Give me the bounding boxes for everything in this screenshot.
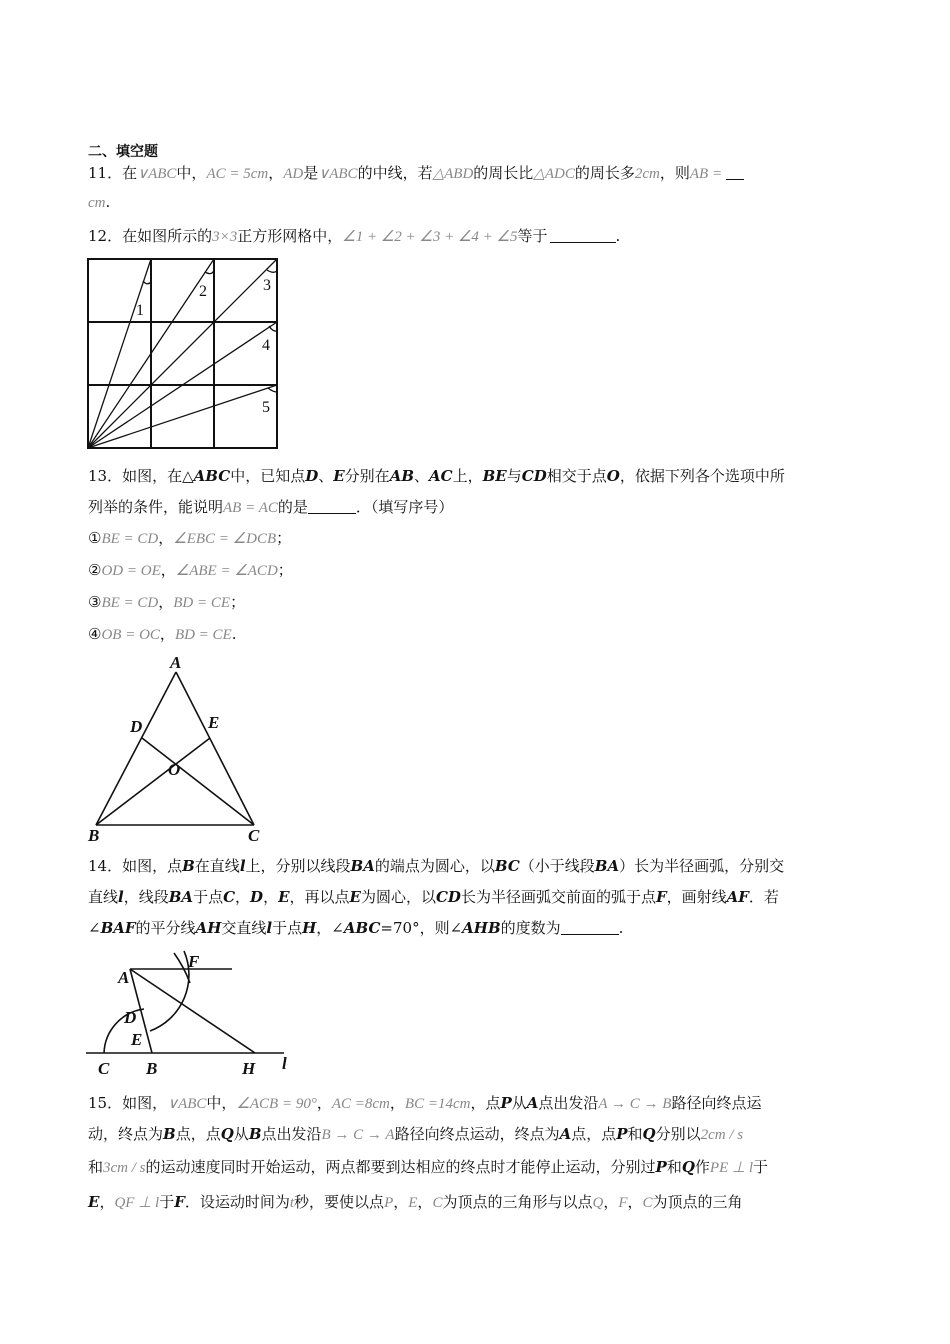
option-text: ， [160,561,176,579]
q15-math: Q [592,1195,604,1211]
point-label-c: C [98,1059,110,1078]
q15-text: 路径向终点运动，终点为 [394,1125,560,1143]
q15-text: 和 [88,1158,104,1176]
q15-var: P [616,1125,628,1143]
option-math: ∠ABE = ∠ACD [175,563,278,579]
q15-text: 从 [233,1125,249,1143]
q13-line-1 [88,466,785,486]
vertex-label-b: B [88,826,100,845]
arc-large [150,951,189,1031]
q14-var: AHB [462,919,501,937]
vertex-label-a: A [170,653,182,672]
q11-math: △ABD [432,166,474,182]
q11-text: 的中线，若 [357,164,433,182]
q15-text: 点，点 [571,1125,617,1143]
q13-text: 、 [318,467,334,485]
q11-answer-blank[interactable] [726,163,744,180]
q13-math: AB = AC [223,500,278,516]
q13-option-2 [88,560,293,581]
q15-math: F [618,1195,628,1211]
option-math: OD = OE [101,563,161,579]
q14-line-3 [88,918,623,938]
q11-math: 2cm [634,166,660,182]
segment-be [96,738,210,825]
angle-label-4: 4 [262,337,270,354]
option-text: . [231,625,237,643]
q14-var: E [278,888,290,906]
q13-text: 分别在 [344,467,390,485]
q15-text: 秒，要使以点 [294,1193,385,1211]
q15-var: P [500,1094,512,1112]
angle-label-5: 5 [262,399,270,416]
q13-number: 13． [88,467,123,485]
option-text: ， [158,529,174,547]
q11-math: ∨ABC [137,166,177,182]
q14-text: . [618,919,624,937]
point-label-d: D [130,717,143,736]
q14-text: 的端点为圆心，以 [374,857,495,875]
q15-text: ．设运动时间为 [184,1193,290,1211]
q15-text: ， [389,1094,405,1112]
q14-text: 上，分别以线段 [245,857,351,875]
q15-text: ， [99,1193,115,1211]
q14-var: F [655,888,667,906]
q14-text: ∠ [88,919,101,937]
q13-answer-blank[interactable] [308,497,356,514]
q15-var: Q [220,1125,234,1143]
q13-text: 如图，在△ [122,467,194,485]
q15-text: ， [417,1193,433,1211]
option-text: ； [277,561,293,579]
q14-line-2 [88,887,779,907]
q15-var: A [526,1094,539,1112]
q15-math: 3cm / s [103,1160,146,1176]
ray-1 [88,259,151,448]
q14-answer-blank[interactable] [561,918,619,935]
option-math: BD = CE [174,627,232,643]
q11-math: AD [283,166,304,182]
option-math: BD = CE [173,595,231,611]
q15-var: P [655,1158,667,1176]
option-math: BE = CD [101,595,159,611]
q14-text: 长为半径画弧交前面的弧于点 [460,888,656,906]
q14-var: BAF [100,919,136,937]
q14-text: 如图，点 [122,857,183,875]
ray-5 [88,385,277,448]
q14-text: ， [235,888,251,906]
q14-text: 直线 [88,888,119,906]
q12-number: 12． [88,227,123,245]
ray-3 [88,259,277,448]
q14-text: ，画射线 [666,888,727,906]
q12-text: 等于 [517,227,548,245]
q14-text: 的平分线 [135,919,196,937]
point-label-d: D [124,1008,137,1027]
segment-cd [142,738,254,825]
q14-var: l [266,919,273,937]
point-label-o: O [168,760,181,779]
q15-text: 点，点 [175,1125,221,1143]
q13-text: 、 [414,467,430,485]
q12-answer-blank[interactable] [550,226,616,243]
section-title: 二、填空题 [88,144,158,160]
q15-math: B → C → A [321,1127,395,1143]
q13-line-2 [88,497,453,518]
q15-text: 和 [666,1158,682,1176]
q15-text: 如图， [122,1094,168,1112]
q15-text: 从 [511,1094,527,1112]
q15-math: P [384,1195,394,1211]
q15-math: PE ⊥ l [709,1160,753,1176]
q11-line-2 [88,192,110,213]
q12-line-1 [88,226,620,247]
q14-var: B [182,857,195,875]
q14-var: AF [726,888,749,906]
q15-text: 路径向终点运 [671,1094,762,1112]
q15-math: C [642,1195,653,1211]
option-text: ； [276,529,292,547]
q14-var: CD [435,888,461,906]
angle-arc-4 [269,326,277,331]
q14-text: 交直线 [221,919,267,937]
q11-number: 11． [88,164,123,182]
q14-var: E [349,888,361,906]
option-mark: ④ [88,625,102,643]
angle-label-2: 2 [199,283,207,300]
q11-math: AC = 5cm [206,166,269,182]
q15-line-3 [88,1157,768,1178]
q15-text: 点出发沿 [538,1094,599,1112]
q14-text: 的度数为 [500,919,561,937]
q11-unit: cm [88,195,106,211]
point-label-e: E [208,713,220,732]
q15-text: 于 [159,1193,175,1211]
side-ac [176,672,254,825]
q13-var: D [305,467,319,485]
q13-var: CD [521,467,547,485]
q12-text: 正方形网格中， [237,227,343,245]
angle-arc-5 [268,388,277,392]
q14-var: BA [350,857,375,875]
q13-text: ，依据下列各个选项中所 [619,467,785,485]
angle-arc-1 [143,281,151,284]
q15-text: 为顶点的三角形与以点 [442,1193,593,1211]
q14-var: BA [168,888,194,906]
q12-math: ∠1 + ∠2 + ∠3 + ∠4 + ∠5 [342,229,518,245]
q15-math: BC =14cm [404,1096,471,1112]
q13-text: 相交于点 [546,467,607,485]
angle-label-3: 3 [263,277,271,294]
q15-math: A → C → B [598,1096,672,1112]
q14-var: l [239,857,246,875]
option-text: ， [159,625,175,643]
q15-line-4 [88,1192,743,1213]
q11-text: ，则 [659,164,690,182]
point-label-h: H [242,1059,256,1078]
q13-var: AB [389,467,415,485]
q15-text: 于 [752,1158,768,1176]
q12-text: . [615,227,621,245]
q14-text: 为圆心，以 [360,888,436,906]
line-label-l: l [282,1054,287,1073]
q15-var: B [248,1125,262,1143]
q11-text: ， [268,164,284,182]
q15-var: F [174,1193,185,1211]
q15-var: Q [681,1158,695,1176]
construction-figure [80,945,300,1080]
point-label-f: F [188,952,200,971]
q15-var: Q [642,1125,656,1143]
q13-text: 列举的条件，能说明 [88,498,224,516]
q15-text: 中， [206,1094,237,1112]
q14-text: =70°，则∠ [380,919,463,937]
option-text: ； [230,593,246,611]
q13-text: 上， [452,467,483,485]
q14-var: BC [494,857,520,875]
q13-var: AC [429,467,453,485]
option-text: ， [158,593,174,611]
q14-text: 于点 [193,888,224,906]
q14-text: ，线段 [123,888,169,906]
angle-label-1: 1 [136,302,144,319]
point-label-b: B [146,1059,158,1078]
q15-math: ∨ABC [167,1096,207,1112]
q14-var: BA [594,857,620,875]
option-mark: ① [88,529,102,547]
q11-math: AB = [689,166,723,182]
q15-number: 15． [88,1094,123,1112]
vertex-label-c: C [248,826,260,845]
q12-math: 3×3 [212,229,238,245]
q15-text: ， [603,1193,619,1211]
q15-var: B [163,1125,176,1143]
q15-text: 点出发沿 [261,1125,322,1143]
q15-text: 作 [694,1158,710,1176]
q14-text: ．若 [748,888,779,906]
q15-math: QF ⊥ l [114,1195,160,1211]
q11-text: 是 [303,164,319,182]
q11-text: 在 [122,164,138,182]
angle-arc-3 [267,270,277,272]
option-math: ∠EBC = ∠DCB [173,531,277,547]
q13-text: 与 [506,467,522,485]
q15-text: ，点 [470,1094,501,1112]
q15-var: E [88,1193,100,1211]
q15-line-2 [88,1124,743,1145]
q11-text: 的周长多 [574,164,635,182]
q11-text: . [105,193,111,211]
q15-math: AC =8cm [331,1096,390,1112]
q14-text: ， [263,888,279,906]
point-label-a: A [118,968,130,987]
q14-text: （小于线段 [519,857,595,875]
q14-var: AH [195,919,222,937]
q15-text: 的运动速度同时开始运动，两点都要到达相应的终点时才能停止运动，分别过 [145,1158,656,1176]
q13-var: E [333,467,345,485]
triangle-figure [80,652,280,847]
q14-text: ，∠ [316,919,344,937]
q14-text: 于点 [272,919,303,937]
q13-var: ABC [193,467,231,485]
q13-option-1 [88,528,291,549]
option-math: BE = CD [101,531,159,547]
q11-math: △ADC [533,166,575,182]
q11-text: 中， [176,164,207,182]
q14-number: 14． [88,857,123,875]
option-mark: ② [88,561,102,579]
q15-math: 2cm / s [700,1127,744,1143]
q15-text: 动，终点为 [88,1125,164,1143]
q14-text: 在直线 [194,857,240,875]
grid-figure [87,258,279,450]
q12-text: 在如图所示的 [122,227,213,245]
q15-text: 分别以 [655,1125,701,1143]
q15-math: ∠ACB = 90° [236,1096,317,1112]
q13-text: 的是 [277,498,308,516]
q13-option-4 [88,624,237,645]
q15-text: ， [393,1193,409,1211]
q14-var: C [223,888,236,906]
point-label-e: E [131,1030,143,1049]
q15-math: C [432,1195,443,1211]
q15-text: ， [627,1193,643,1211]
q15-math: t [289,1195,295,1211]
q15-text: ， [316,1094,332,1112]
side-ab [96,672,176,825]
option-math: OB = OC [101,627,160,643]
q14-var: l [118,888,124,906]
q15-text: 为顶点的三角 [652,1193,743,1211]
q14-text: ，再以点 [289,888,350,906]
q14-var: H [302,919,317,937]
q11-line-1 [88,163,744,184]
q13-text: ．（填写序号） [355,498,454,516]
q13-option-3 [88,592,245,613]
q13-var: BE [482,467,507,485]
q15-line-1 [88,1093,761,1114]
q11-math: ∨ABC [318,166,358,182]
q14-var: D [250,888,264,906]
q13-text: 中，已知点 [230,467,306,485]
q13-var: O [606,467,620,485]
q14-text: ）长为半径画弧，分别交 [619,857,785,875]
q15-text: 和 [627,1125,643,1143]
q15-var: A [559,1125,572,1143]
q14-var: ABC [343,919,381,937]
option-mark: ③ [88,593,102,611]
q14-line-1 [88,856,784,876]
q11-text: 的周长比 [473,164,534,182]
q15-math: E [408,1195,418,1211]
